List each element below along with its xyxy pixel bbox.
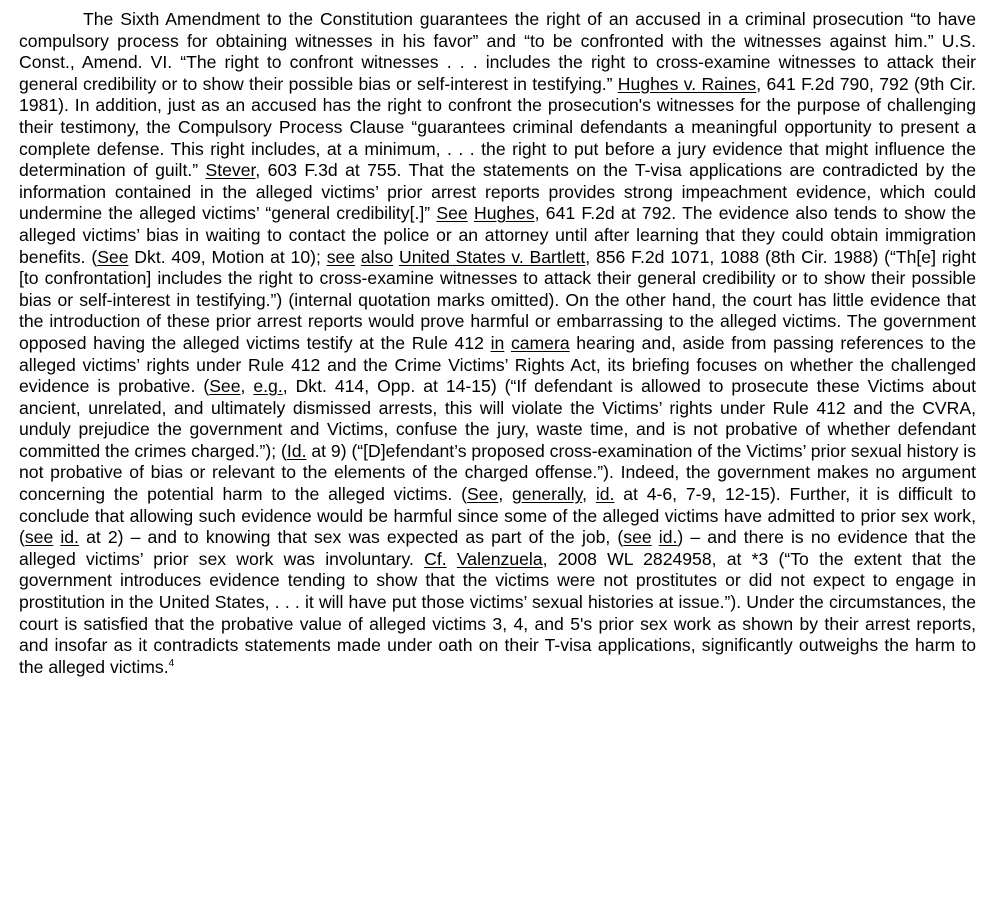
signal-id: id.: [60, 527, 79, 548]
signal-also: also: [360, 246, 394, 267]
signal-see: see: [326, 246, 356, 267]
document-page: [19, 9, 976, 678]
text-run: [447, 549, 457, 569]
case-citation-hughes: Hughes: [473, 203, 535, 224]
text-run: at 2) – and to knowing that sex was expected as part of the job, (: [78, 527, 624, 548]
text-run: hearing and, aside from passing references to the alleged victims’ rights under Rule 412 and the Crime Victims’ Rights Act, its briefing focuses on whether the challenged evidence is probative. (: [19, 332, 976, 397]
text-run: [504, 333, 511, 353]
text-run: , 603 F.3d at 755. That the statements on the T-visa applications are contradicted by the information contained in the alleged victims’ prior arrest reports provides strong impeachment evidence, which could undermine the alleged victims’ “general credibility[.]”: [19, 160, 977, 224]
text-run: Dkt. 409, Motion at 10);: [128, 246, 327, 267]
signal-id: Id.: [286, 440, 307, 461]
case-citation-bartlett: United States v. Bartlett: [398, 246, 586, 267]
latin-term-in: in: [490, 332, 505, 353]
signal-see: See: [436, 203, 468, 224]
text-run: ) – and there is no evidence that the alleged victims’ prior sex work was involuntary.: [19, 527, 976, 569]
case-citation-hughes-v-raines: Hughes v. Raines: [617, 73, 757, 94]
signal-see: See: [467, 484, 499, 505]
signal-id: id.: [658, 527, 678, 548]
signal-eg: e.g.: [253, 376, 283, 397]
text-run: ,: [498, 484, 513, 505]
text-run: , 856 F.2d 1071, 1088 (8th Cir. 1988) (“Th[e] right [to confrontation] includes the right to cross-examine witnesses to attack their general credibility or to show their possible bias or self-interest in testifying.”) (internal quotation marks omitted). On the other hand, the court has little evidence that the introduction of these prior arrest reports would prove harmful or embarrassing to the alleged victims. The government opposed having the alleged victims testify at the Rule 412: [19, 246, 976, 353]
text-run: The Sixth Amendment to the Constitution guarantees the right of an accused in a criminal prosecution “to have compulsory process for obtaining witnesses in his favor” and “to be confronted with the witnesses against him.” U.S. Const., Amend. VI. “The right to confront witnesses . . . includes the right to cross-examine witnesses to attack their general credibility or to show their possible bias or self-interest in testifying.”: [19, 9, 976, 94]
latin-term-camera: camera: [510, 332, 570, 353]
case-citation-valenzuela: Valenzuela: [456, 548, 543, 569]
text-run: , Dkt. 414, Opp. at 14-15) (“If defendant is allowed to prosecute these Victims about ancient, unrelated, and ultimately dismissed arrests, this will violate the Victims’ rights under Rule 412 and the CVRA, unduly prejudice the government and Victims, confuse the jury, waste time, and is not probative of whether defendant committed the crimes charged.”); (: [19, 376, 976, 461]
signal-see: See: [97, 246, 129, 267]
case-citation-stever: Stever: [205, 160, 256, 181]
signal-see: see: [24, 527, 54, 548]
text-run: at 9) (“[D]efendant’s proposed cross-examination of the Victims’ prior sexual history is not probative of bias or relevant to the elements of the charged offense.”). Indeed, the government makes no argument concerning the potential harm to the alleged victims. (: [19, 440, 976, 505]
text-run: , 2008 WL 2824958, at *3 (“To the extent that the government introduces evidence tending to show that the victims were not prostitutes or did not expect to engage in prostitution in the United States, . . . it will have put those victims’ sexual histories at issue.”). Under the circumstances, the court is satisfied that the probative value of alleged victims 3, 4, and 5's prior sex work as shown by their arrest reports, and insofar as it contradicts statements made under oath on their T-visa applications, significantly outweighs the harm to the alleged victims.: [19, 548, 976, 677]
footnote-marker[interactable]: 4: [168, 657, 175, 669]
signal-see: see: [623, 527, 652, 548]
signal-generally: generally: [512, 484, 583, 505]
signal-cf: Cf.: [424, 548, 447, 569]
text-run: , 641 F.2d 790, 792 (9th Cir. 1981). In addition, just as an accused has the right to confront the prosecution's witnesses for the purpose of challenging their testimony, the Compulsory Process Clause “guarantees criminal defendants a meaningful opportunity to present a complete defense. This right includes, at a minimum, . . . the right to put before a jury evidence that might influence the determination of guilt.”: [19, 73, 976, 181]
signal-see: See: [209, 376, 241, 397]
text-run: at 4-6, 7-9, 12-15). Further, it is difficult to conclude that allowing such evidence would be harmful since some of the alleged victims have admitted to prior sex work, (: [19, 484, 976, 548]
text-run: ,: [240, 376, 254, 397]
text-run: ,: [582, 484, 596, 505]
opinion-paragraph: [19, 9, 976, 678]
signal-id: id.: [595, 484, 615, 505]
text-run: [652, 527, 659, 547]
text-run: , 641 F.2d at 792. The evidence also tends to show the alleged victims’ bias in waiting to contact the police or an attorney until after learning that they could obtain immigration benefits. (: [19, 203, 977, 267]
